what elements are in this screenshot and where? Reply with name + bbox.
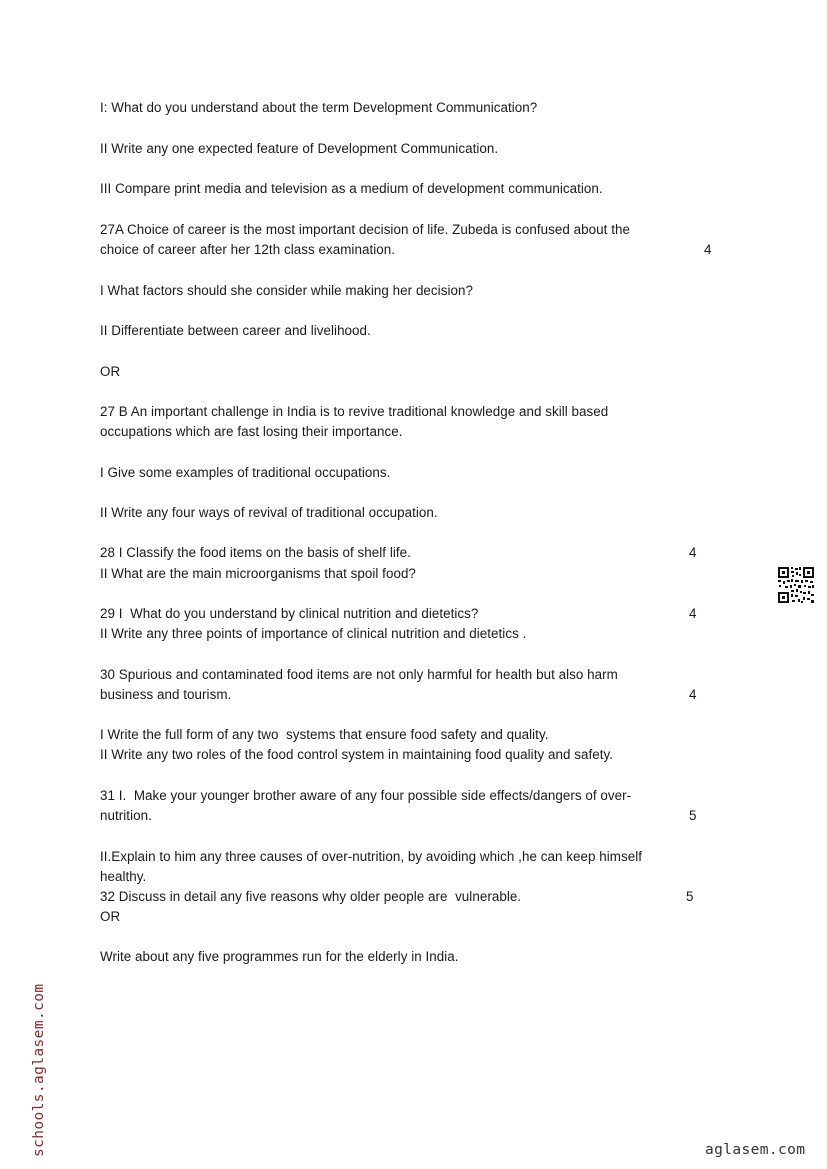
question-27b-line-2: occupations which are fast losing their importance. [100,424,403,439]
question-31-line-2: nutrition. [100,808,152,823]
question-30-line-2: business and tourism. [100,687,232,702]
question-28-part-1: 28 I Classify the food items on the basis of shelf life. [100,545,411,560]
question-27a-part-1: I What factors should she consider while making her decision? [100,283,473,298]
qr-code-icon [777,566,815,604]
question-27a-part-2: II Differentiate between career and livelihood. [100,323,371,338]
question-27b-line-1: 27 B An important challenge in India is to revive traditional knowledge and skill based [100,404,609,419]
question-27b-part-2: II Write any four ways of revival of traditional occupation. [100,505,438,520]
question-32-alternative: Write about any five programmes run for the elderly in India. [100,949,459,964]
question-32-marks: 5 [686,889,694,904]
question-27a-line-1: 27A Choice of career is the most important decision of life. Zubeda is confused about the [100,222,630,237]
question-31-marks: 5 [689,808,697,823]
question-28-part-2: II What are the main microorganisms that spoil food? [100,566,416,581]
question-27a-marks: 4 [704,242,712,257]
question-31-part-2-line-1: II.Explain to him any three causes of over-nutrition, by avoiding which ,he can keep himself [100,849,642,864]
question-27a-line-2: choice of career after her 12th class examination. [100,242,396,257]
question-29-part-2: II Write any three points of importance of clinical nutrition and dietetics . [100,626,527,641]
question-29-marks: 4 [689,606,697,621]
question-30-part-1: I Write the full form of any two systems that ensure food safety and quality. [100,727,549,742]
question-26-part-3: III Compare print media and television as a medium of development communication. [100,181,603,196]
question-32: 32 Discuss in detail any five reasons why older people are vulnerable. [100,889,522,904]
question-30-part-2: II Write any two roles of the food control system in maintaining food quality and safety. [100,747,614,762]
question-30-marks: 4 [689,687,697,702]
question-27b-part-1: I Give some examples of traditional occupations. [100,465,391,480]
question-31-line-1: 31 I. Make your younger brother aware of any four possible side effects/dangers of over- [100,788,632,803]
question-31-part-2-line-2: healthy. [100,869,147,884]
or-divider: OR [100,909,121,924]
or-divider: OR [100,364,121,379]
question-30-line-1: 30 Spurious and contaminated food items are not only harmful for health but also harm [100,667,618,682]
question-26-part-2: II Write any one expected feature of Development Communication. [100,141,499,156]
side-watermark: schools.aglasem.com [31,983,47,1157]
question-28-marks: 4 [689,545,697,560]
question-29-part-1: 29 I What do you understand by clinical nutrition and dietetics? [100,606,479,621]
question-26-part-1: I: What do you understand about the term Development Communication? [100,100,538,115]
footer-watermark: aglasem.com [705,1142,806,1158]
